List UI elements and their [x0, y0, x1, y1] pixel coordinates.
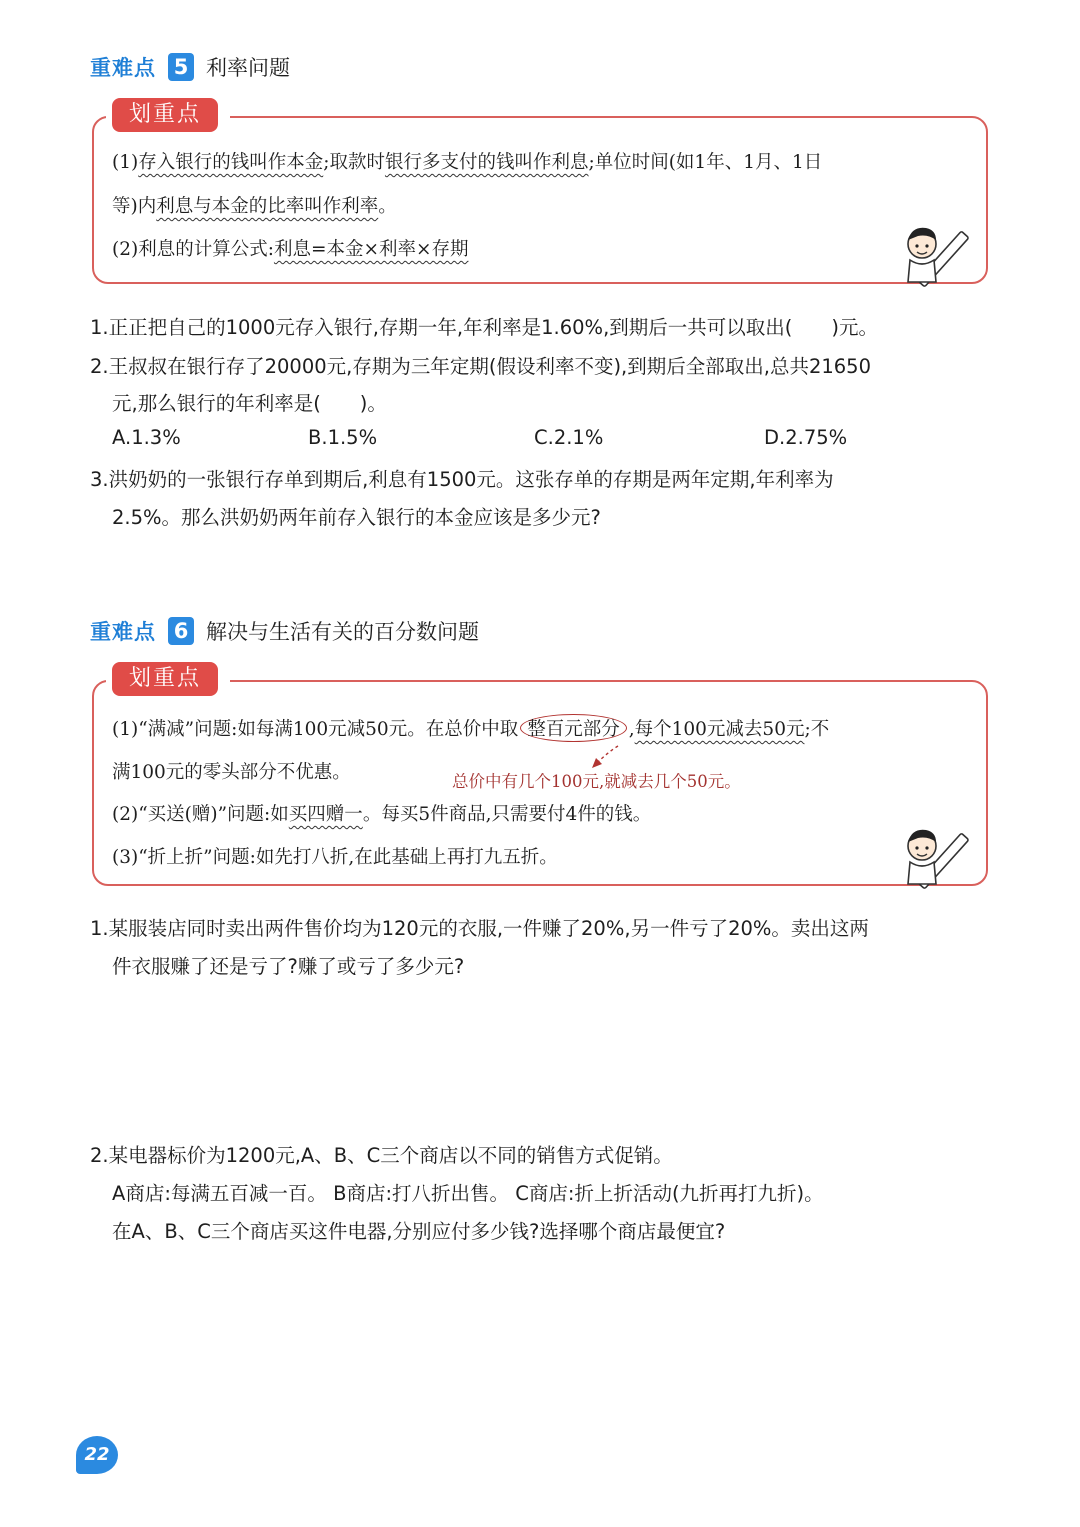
section-6-header	[90, 614, 479, 648]
section-tag: 重难点	[90, 56, 156, 80]
question-5-2: 2.王叔叔在银行存了20000元,存期为三年定期(假设利率不变),到期后全部取出,总共21650	[90, 355, 871, 378]
section-title: 利率问题	[206, 56, 290, 80]
question-6-2-stores: A商店:每满五百减一百。 B商店:打八折出售。 C商店:折上折活动(九折再打九折)。	[112, 1182, 824, 1205]
section-number: 6	[168, 617, 194, 645]
section-title: 解决与生活有关的百分数问题	[206, 620, 479, 644]
question-5-3: 3.洪奶奶的一张银行存单到期后,利息有1500元。这张存单的存期是两年定期,年利率为	[90, 468, 834, 491]
section-tag: 重难点	[90, 620, 156, 644]
section-number: 5	[168, 53, 194, 81]
key-point-1: (1)“满减”问题:如每满100元减50元。在总价中取 整百元部分 ,每个100元减去50元;不	[112, 714, 829, 742]
section-5-header	[90, 50, 290, 84]
key-point-2: (2)“买送(赠)”问题:如买四赠一。每买5件商品,只需要付4件的钱。	[112, 804, 652, 825]
question-5-2-cont: 元,那么银行的年利率是( )。	[112, 392, 387, 415]
option-c: C.2.1%	[534, 426, 604, 449]
annotation-arrow-icon	[588, 744, 622, 770]
question-6-1-cont: 件衣服赚了还是亏了?赚了或亏了多少元?	[112, 955, 465, 978]
question-6-2-ask: 在A、B、C三个商店买这件电器,分别应付多少钱?选择哪个商店最便宜?	[112, 1220, 726, 1243]
question-6-1: 1.某服装店同时卖出两件售价均为120元的衣服,一件赚了20%,另一件亏了20%。卖出这两	[90, 917, 869, 940]
option-b: B.1.5%	[308, 426, 378, 449]
question-6-2: 2.某电器标价为1200元,A、B、C三个商店以不同的销售方式促销。	[90, 1144, 673, 1167]
page-number: 22	[76, 1436, 118, 1474]
mascot-pencil-icon	[898, 824, 978, 900]
circled-term: 整百元部分	[520, 714, 627, 742]
annotation-note: 总价中有几个100元,就减去几个50元。	[452, 772, 741, 791]
key-point-1: (1)存入银行的钱叫作本金;取款时银行多支付的钱叫作利息;单位时间(如1年、1月、1日	[112, 152, 823, 173]
key-point-3: (3)“折上折”问题:如先打八折,在此基础上再打九五折。	[112, 847, 558, 868]
key-point-1-cont: 满100元的零头部分不优惠。	[112, 762, 351, 783]
question-5-1: 1.正正把自己的1000元存入银行,存期一年,年利率是1.60%,到期后一共可以取出( )元。	[90, 316, 878, 339]
option-a: A.1.3%	[112, 426, 181, 449]
key-point-1-cont: 等)内利息与本金的比率叫作利率。	[112, 196, 397, 217]
mascot-pencil-icon	[898, 222, 978, 298]
key-points-badge: 划重点	[112, 662, 218, 696]
option-d: D.2.75%	[764, 426, 848, 449]
question-5-3-cont: 2.5%。那么洪奶奶两年前存入银行的本金应该是多少元?	[112, 506, 601, 529]
key-point-2: (2)利息的计算公式:利息=本金×利率×存期	[112, 239, 469, 260]
key-points-badge: 划重点	[112, 98, 218, 132]
